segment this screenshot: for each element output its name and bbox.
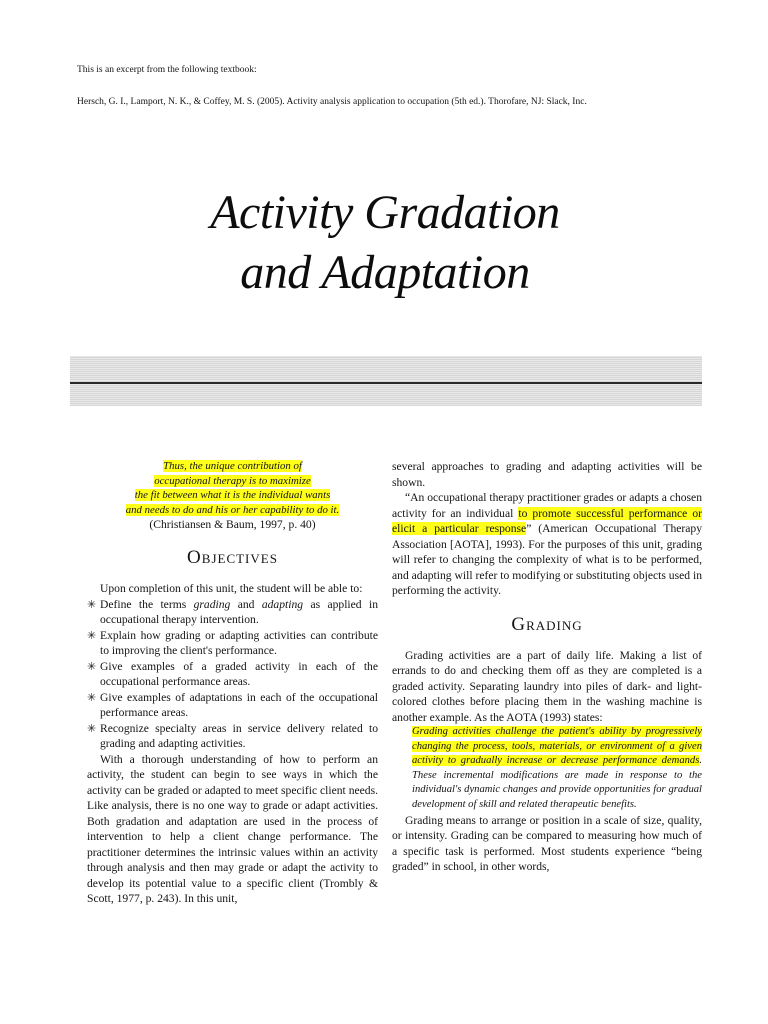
epigraph bbox=[87, 459, 378, 517]
asterisk-bullet-icon: ✳ bbox=[87, 659, 97, 673]
objective-text: Give examples of a graded activity in each of the occupational performance areas. bbox=[100, 659, 378, 688]
objective-item bbox=[87, 659, 378, 690]
objectives-intro: Upon completion of this unit, the student will be able to: bbox=[100, 582, 363, 595]
objectives-list bbox=[87, 597, 378, 752]
objectives-heading: Objectives bbox=[187, 547, 278, 568]
asterisk-bullet-icon: ✳ bbox=[87, 597, 97, 611]
objective-item bbox=[87, 690, 378, 721]
asterisk-bullet-icon: ✳ bbox=[87, 628, 97, 642]
asterisk-bullet-icon: ✳ bbox=[87, 690, 97, 704]
epigraph-source: (Christiansen & Baum, 1997, p. 40) bbox=[149, 518, 316, 531]
asterisk-bullet-icon: ✳ bbox=[87, 721, 97, 735]
epigraph-line: Thus, the unique contribution of bbox=[163, 460, 302, 472]
aota-definition-paragraph bbox=[392, 490, 702, 599]
continuation-paragraph: several approaches to grading and adapting activities will be shown. bbox=[392, 460, 702, 489]
epigraph-line: the fit between what it is the individual wants bbox=[134, 489, 331, 501]
objective-text: Explain how grading or adapting activities can contribute to improving the client's performance. bbox=[100, 628, 378, 657]
grading-heading: Grading bbox=[511, 613, 583, 635]
term-adapting: adapting bbox=[261, 597, 304, 611]
banner-rule bbox=[70, 382, 702, 384]
grading-definition-paragraph: Grading means to arrange or position in a scale of size, quality, or intensity. Grading can be compared to measuring how much of a specific task is performed. Most students experience “being graded” in school, in other words, bbox=[392, 813, 702, 874]
term-grading: grading bbox=[193, 597, 231, 611]
epigraph-line: occupational therapy is to maximize bbox=[154, 474, 311, 487]
objectives-paragraph: With a thorough understanding of how to perform an activity, the student can begin to see ways in which the activity can be graded or adapted to meet specific client needs. Like analysis, there is no one way to grade or adapt activities. Both gradation and adaptation are used in the process of intervention to help a client change performance. The practitioner determines the intrinsic values within an activity through analysis and then may grade or adapt the activity to develop its potential value to a specific client (Trombly & Scott, 1977, p. 243). In this unit, bbox=[87, 752, 378, 905]
textbook-citation: Hersch, G. I., Lamport, N. K., & Coffey, M. S. (2005). Activity analysis application to occupation (5th ed.). Thorofare, NJ: Slack, Inc. bbox=[77, 97, 587, 107]
aota-quote bbox=[412, 725, 702, 813]
objective-item bbox=[87, 628, 378, 659]
chapter-title-line2: and Adaptation bbox=[240, 246, 530, 299]
objective-text: and bbox=[230, 597, 262, 611]
objective-text: Give examples of adaptations in each of the occupational performance areas. bbox=[100, 690, 378, 719]
excerpt-note: This is an excerpt from the following textbook: bbox=[77, 65, 257, 75]
epigraph-line: and needs to do and his or her capability to do it. bbox=[125, 503, 340, 516]
highlighted-text: to promote successful performance or elicit a particular response bbox=[392, 506, 702, 535]
highlighted-quote: Grading activities challenge the patient's ability by progressively changing the process, tools, materials, or environment of a given activity to gradually increase or decrease performance demands bbox=[412, 726, 702, 767]
quote-text: . These incremental modifications are made in response to the individual's dynamic changes and provide opportunities for gradual development of skill and related therapeutic benefits. bbox=[412, 755, 702, 810]
paragraph-text: ” (American Occupational Therapy Association [AOTA], 1993). For the purposes of this unit, grading will refer to changing the complexity of what is to be performed, and adapting will refer to modifying or substituting objects used in performing the activity. bbox=[392, 522, 702, 597]
left-column bbox=[87, 459, 378, 907]
paragraph-text: “An occupational therapy practitioner grades or adapts a chosen activity for an individual bbox=[392, 491, 702, 520]
right-column bbox=[392, 459, 702, 875]
objective-item bbox=[87, 721, 378, 752]
objective-text: Recognize specialty areas in service delivery related to grading and adapting activities. bbox=[100, 721, 378, 750]
chapter-title-line1: Activity Gradation bbox=[210, 186, 560, 239]
objective-item bbox=[87, 597, 378, 628]
chapter-title bbox=[100, 183, 670, 303]
objective-text: Define the terms bbox=[100, 597, 194, 611]
grading-paragraph: Grading activities are a part of daily life. Making a list of errands to do and checking them off as they are completed is a graded activity. Separating laundry into piles of dark- and light-colored clothes before placing them in the washing machine is another example. As the AOTA (1993) states: bbox=[392, 648, 702, 724]
objective-text: as applied in occupational therapy intervention. bbox=[100, 597, 378, 626]
decorative-banner bbox=[70, 356, 702, 406]
